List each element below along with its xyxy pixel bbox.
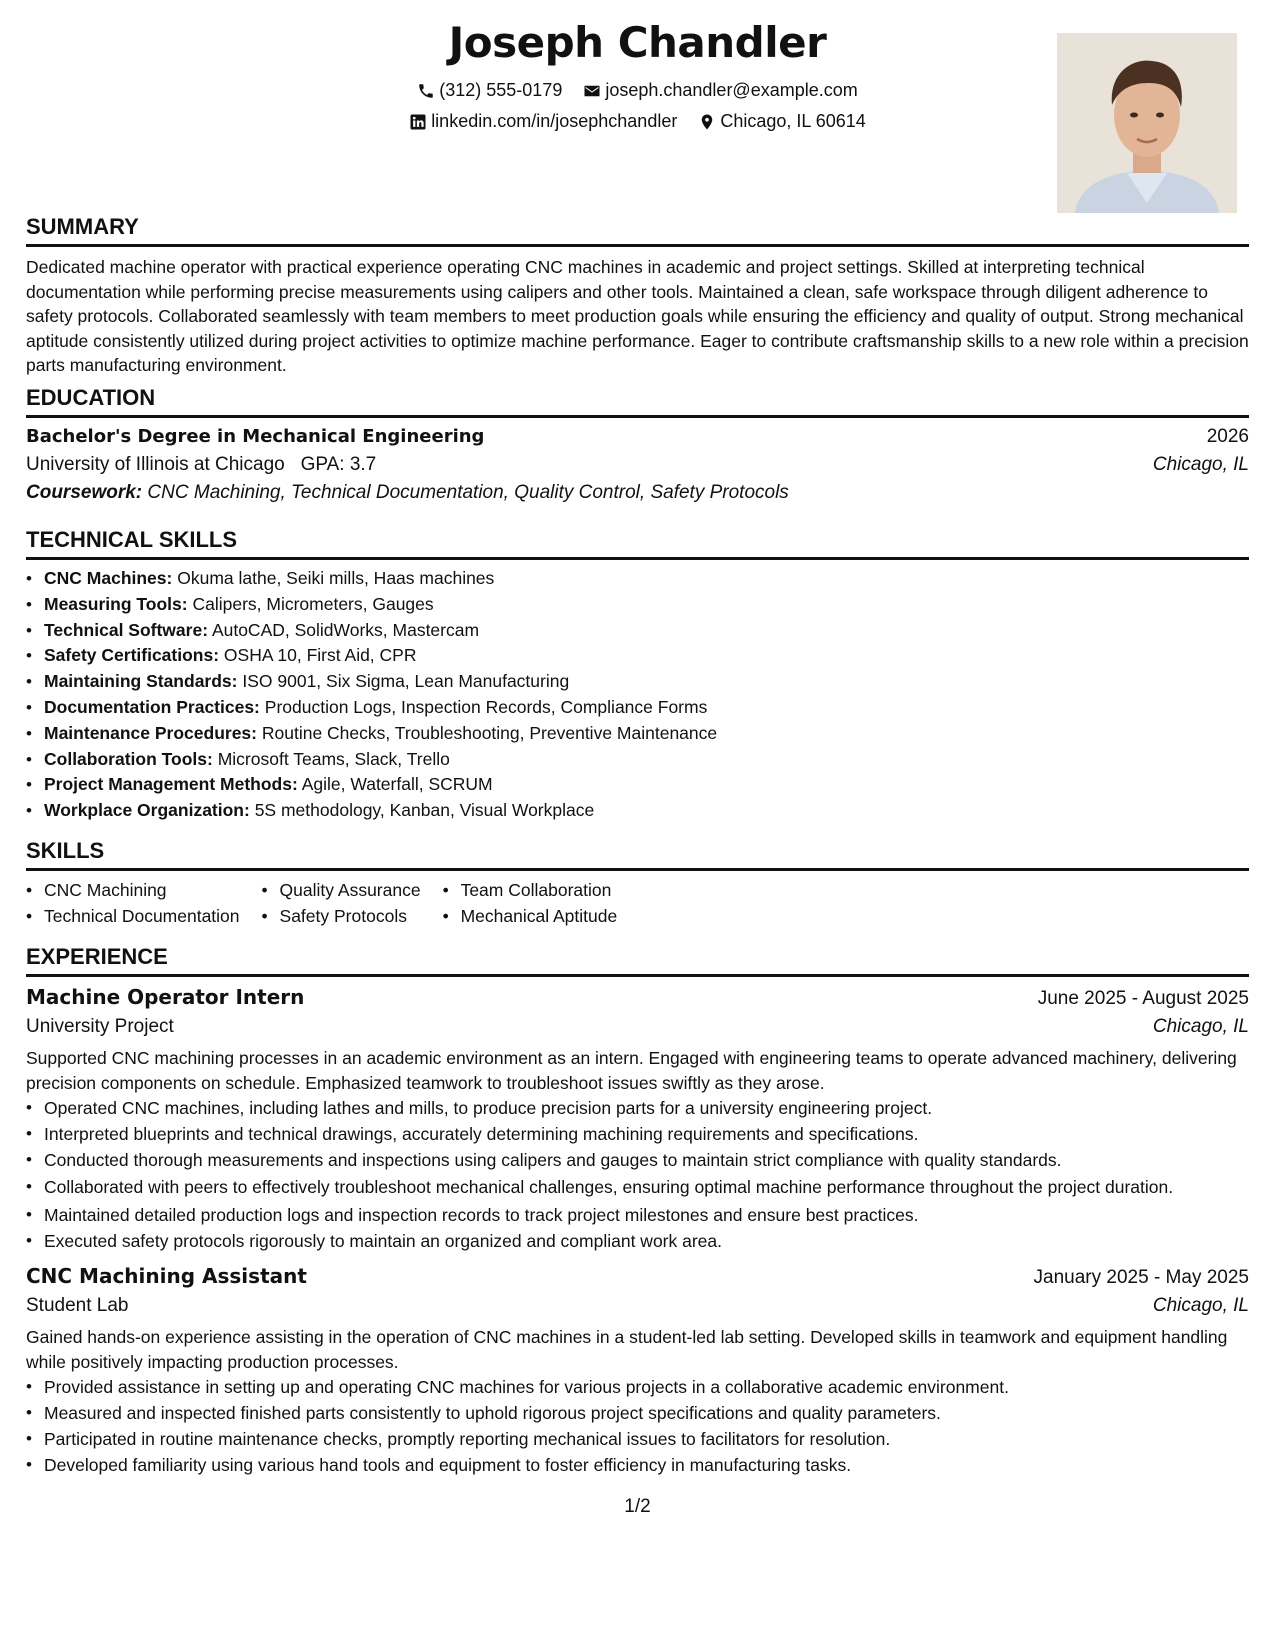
summary-heading: SUMMARY xyxy=(26,214,1249,247)
linkedin-text[interactable]: linkedin.com/in/josephchandler xyxy=(431,111,678,131)
contact-phone xyxy=(417,80,562,101)
list-item: • Measuring Tools: Calipers, Micrometers, Gauges xyxy=(44,592,1249,618)
contact-email[interactable] xyxy=(583,80,857,101)
skills-grid xyxy=(26,877,1249,929)
technical-skills-section xyxy=(26,527,1249,824)
list-item: • Documentation Practices: Production Logs, Inspection Records, Compliance Forms xyxy=(44,695,1249,721)
education-section xyxy=(26,385,1249,504)
list-item: • Quality Assurance xyxy=(280,877,421,903)
phone-text: (312) 555-0179 xyxy=(439,80,563,100)
skills-heading: SKILLS xyxy=(26,838,1249,871)
degree-title: Bachelor's Degree in Mechanical Engineering xyxy=(26,426,485,447)
resume-page xyxy=(26,0,1249,1475)
summary-text: Dedicated machine operator with practical experience operating CNC machines in academic and project settings. Skilled at interpreting technical documentation while performing precise measurements using calipers and other tools. Maintained a clean, safe workspace through diligent adherence to safety protocols. Collaborated seamlessly with team members to meet production goals while ensuring the efficiency and quality of output. Strong mechanical aptitude consistently utilized during project activities to optimize machine performance. Eager to contribute craftsmanship skills to a new role within a precision parts manufacturing environment. xyxy=(26,257,1249,375)
list-item: • Provided assistance in setting up and operating CNC machines for various projects in a collaborative academic environment. xyxy=(44,1374,1249,1400)
skills-column-1 xyxy=(26,877,240,929)
job-entry-1 xyxy=(26,985,1249,1254)
list-item: • Maintained detailed production logs and inspection records to track project milestones and ensure best practices. xyxy=(44,1202,1249,1228)
resume-header xyxy=(26,0,1249,212)
experience-heading: EXPERIENCE xyxy=(26,944,1249,977)
list-item: • Maintenance Procedures: Routine Checks, Troubleshooting, Preventive Maintenance xyxy=(44,721,1249,747)
job-org: Student Lab xyxy=(26,1295,129,1316)
list-item: • Technical Documentation xyxy=(44,903,240,929)
education-school-row xyxy=(26,454,1249,476)
education-degree-row xyxy=(26,426,1249,448)
list-item: • Conducted thorough measurements and inspections using calipers and gauges to maintain strict compliance with quality standards. xyxy=(44,1147,1249,1173)
list-item: • Workplace Organization: 5S methodology, Kanban, Visual Workplace xyxy=(44,798,1249,824)
location-text: Chicago, IL 60614 xyxy=(720,111,866,131)
list-item: • Operated CNC machines, including lathes and mills, to produce precision parts for a university engineering project. xyxy=(44,1095,1249,1121)
list-item: • Participated in routine maintenance checks, promptly reporting mechanical issues to facilitators for resolution. xyxy=(44,1426,1249,1452)
list-item: • Maintaining Standards: ISO 9001, Six Sigma, Lean Manufacturing xyxy=(44,669,1249,695)
education-heading: EDUCATION xyxy=(26,385,1249,418)
job-role: Machine Operator Intern xyxy=(26,985,305,1009)
profile-photo xyxy=(1057,33,1237,213)
job-org-row xyxy=(26,1295,1249,1317)
job-bullets xyxy=(26,1095,1249,1254)
envelope-icon xyxy=(583,82,601,100)
job-role: CNC Machining Assistant xyxy=(26,1264,307,1288)
coursework-line xyxy=(26,482,1249,504)
experience-section xyxy=(26,944,1249,1478)
contact-linkedin[interactable] xyxy=(409,111,677,132)
list-item: • Developed familiarity using various hand tools and equipment to foster efficiency in manufacturing tasks. xyxy=(44,1452,1249,1478)
coursework-label: Coursework: xyxy=(26,482,143,503)
list-item: • Collaboration Tools: Microsoft Teams, Slack, Trello xyxy=(44,747,1249,773)
job-title-row xyxy=(26,985,1249,1010)
gpa: GPA: 3.7 xyxy=(300,454,377,475)
list-item: • CNC Machining xyxy=(44,877,240,903)
candidate-name: Joseph Chandler xyxy=(448,18,827,67)
technical-skills-list xyxy=(26,566,1249,824)
graduation-year: 2026 xyxy=(1206,426,1249,447)
email-text[interactable]: joseph.chandler@example.com xyxy=(605,80,858,100)
summary-section xyxy=(26,214,1249,378)
job-summary: Gained hands-on experience assisting in the operation of CNC machines in a student-led lab setting. Developed skills in teamwork and equipment handling while positively impacting production processes. xyxy=(26,1327,1228,1372)
list-item: • Safety Protocols xyxy=(280,903,421,929)
job-title-row xyxy=(26,1264,1249,1289)
map-pin-icon xyxy=(698,113,716,131)
technical-skills-heading: TECHNICAL SKILLS xyxy=(26,527,1249,560)
list-item: • Safety Certifications: OSHA 10, First Aid, CPR xyxy=(44,643,1249,669)
job-dates: January 2025 - May 2025 xyxy=(1033,1267,1249,1288)
job-bullets xyxy=(26,1374,1249,1478)
phone-icon xyxy=(417,82,435,100)
list-item: • Team Collaboration xyxy=(461,877,618,903)
skills-section xyxy=(26,838,1249,929)
school-name: University of Illinois at Chicago xyxy=(26,454,285,475)
list-item: • Mechanical Aptitude xyxy=(461,903,618,929)
page-number: 1/2 xyxy=(624,1496,651,1517)
job-dates: June 2025 - August 2025 xyxy=(1037,988,1249,1009)
skills-column-3 xyxy=(443,877,618,929)
skills-column-2 xyxy=(262,877,421,929)
linkedin-icon xyxy=(409,113,427,131)
job-summary: Supported CNC machining processes in an academic environment as an intern. Engaged with engineering teams to operate advanced machinery, delivering precision components on schedule. Emphasized teamwork to troubleshoot issues swiftly as they arose. xyxy=(26,1048,1237,1093)
list-item: • Technical Software: AutoCAD, SolidWorks, Mastercam xyxy=(44,618,1249,644)
job-org-row xyxy=(26,1016,1249,1038)
school-line xyxy=(26,454,376,476)
school-location: Chicago, IL xyxy=(1152,454,1249,475)
job-entry-2 xyxy=(26,1264,1249,1478)
list-item: • Collaborated with peers to effectively troubleshoot mechanical challenges, ensuring optimal machine performance throughout the project duration. xyxy=(44,1175,1249,1199)
list-item: • Measured and inspected finished parts consistently to uphold rigorous project specifications and quality parameters. xyxy=(44,1400,1249,1426)
list-item: • Interpreted blueprints and technical drawings, accurately determining machining requirements and specifications. xyxy=(44,1121,1249,1147)
job-org: University Project xyxy=(26,1016,174,1037)
list-item: • CNC Machines: Okuma lathe, Seiki mills, Haas machines xyxy=(44,566,1249,592)
list-item: • Project Management Methods: Agile, Waterfall, SCRUM xyxy=(44,772,1249,798)
contact-location xyxy=(698,111,865,132)
job-location: Chicago, IL xyxy=(1152,1016,1249,1037)
job-location: Chicago, IL xyxy=(1152,1295,1249,1316)
list-item: • Executed safety protocols rigorously to maintain an organized and compliant work area. xyxy=(44,1228,1249,1254)
coursework-list: CNC Machining, Technical Documentation, Quality Control, Safety Protocols xyxy=(147,482,789,503)
